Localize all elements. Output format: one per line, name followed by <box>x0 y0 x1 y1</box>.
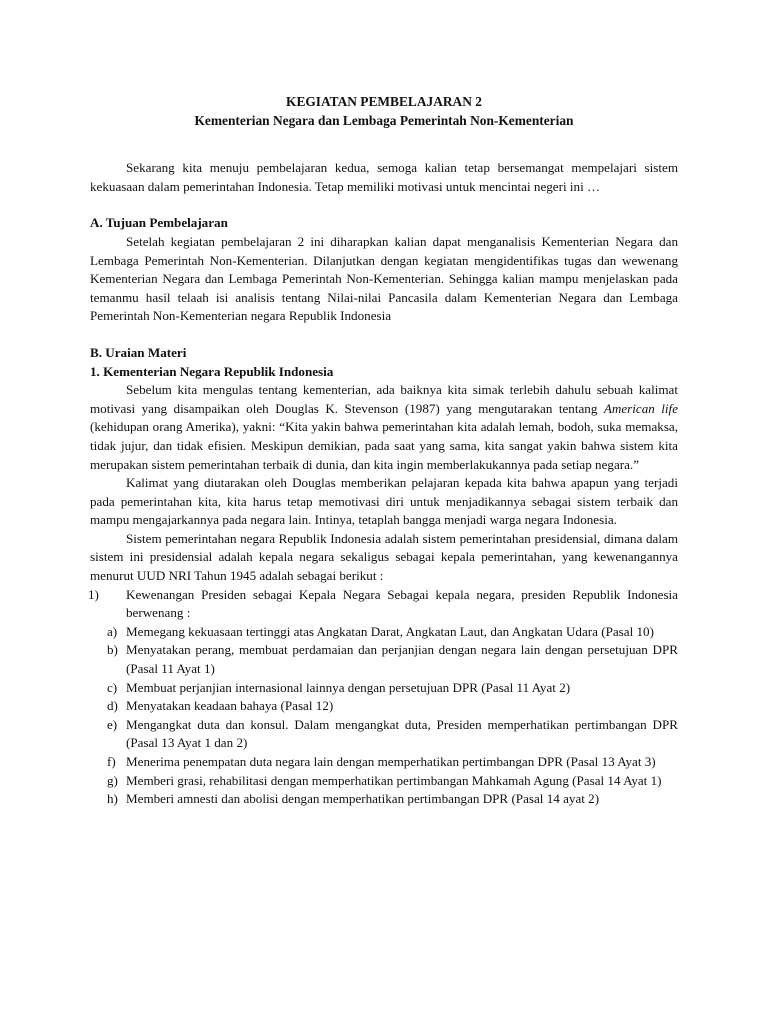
sub-list-text: Memegang kekuasaan tertinggi atas Angkatan Darat, Angkatan Laut, dan Angkatan Udara (Pasal 10) <box>126 623 654 639</box>
intro-paragraph: Sekarang kita menuju pembelajaran kedua, semoga kalian tetap bersemangat mempelajari sistem kekuasaan dalam pemerintahan Indonesia. Tetap memiliki motivasi untuk mencintai negeri ini … <box>90 160 678 194</box>
sub-list-text: Menyatakan keadaan bahaya (Pasal 12) <box>126 698 334 714</box>
sub-list-item <box>107 753 678 772</box>
sub-list-letter: b) <box>107 642 118 658</box>
section-b-paragraph-3: Sistem pemerintahan negara Republik Indonesia adalah sistem pemerintahan presidensial, dimana dalam sistem ini presidensial adalah kepala negara sekaligus sebagai kepala pemerintahan, yang kewenangannya menurut UUD NRI Tahun 1945 adalah sebagai berikut : <box>90 530 678 584</box>
paragraph-1-italic-term: American life <box>603 400 679 416</box>
sub-list-text: Mengangkat duta dan konsul. Dalam mengangkat duta, Presiden memperhatikan pertimbangan DPR (Pasal 13 Ayat 1 dan 2) <box>126 716 678 751</box>
sub-list-item <box>107 697 678 716</box>
sub-list-item <box>107 641 678 678</box>
paragraph-1-text-after: (kehidupan orang Amerika), yakni: “Kita yakin bahwa pemerintahan kita adalah lemah, bodoh, suka memaksa, tidak jujur, dan tidak efisien. Meskipun demikian, pada saat yang sama, kita sangat yakin bahwa sistem kita merupakan sistem pemerintahan terbaik di dunia, dan kita ingin memberlakukannya pada setiap negara.” <box>90 419 678 472</box>
section-a-body: Setelah kegiatan pembelajaran 2 ini diharapkan kalian dapat menganalisis Kementerian Negara dan Lembaga Pemerintah Non-Kementerian. Dilanjutkan dengan kegiatan mengidentifikas tugas dan wewenang Kementerian Negara dan Lembaga Pemerintah Non-Kementerian. Sehingga kalian mampu menjelaskan pada temanmu hasil telaah isi analisis tentang Nilai-nilai Pancasila dalam Kementerian Negara dan Lembaga Pemerintah Non-Kementerian negara Republik Indonesia <box>90 233 678 324</box>
section-b-paragraph-1 <box>90 381 678 474</box>
sub-list-text: Menerima penempatan duta negara lain dengan memperhatikan pertimbangan DPR (Pasal 13 Ayat 3) <box>126 754 656 769</box>
section-a <box>90 214 678 326</box>
sub-list-letter: f) <box>107 754 116 769</box>
sub-list-letter: c) <box>107 679 118 695</box>
sub-list-letter: g) <box>107 772 118 788</box>
authority-list <box>90 586 678 809</box>
sub-list-text: Menyatakan perang, membuat perdamaian dan perjanjian dengan negara lain dengan persetujuan DPR (Pasal 11 Ayat 1) <box>126 642 678 677</box>
sub-list-letter: e) <box>107 716 118 732</box>
section-b-heading: B. Uraian Materi <box>90 344 187 360</box>
sub-list-letter: a) <box>107 623 118 639</box>
list-item-text: Kewenangan Presiden sebagai Kepala Negara Sebagai kepala negara, presiden Republik Indonesia berwenang : <box>126 586 678 621</box>
section-b <box>90 344 678 809</box>
list-item <box>90 586 678 809</box>
sub-list-text: Memberi grasi, rehabilitasi dengan memperhatikan pertimbangan Mahkamah Agung (Pasal 14 Ayat 1) <box>126 772 662 788</box>
sub-list-item <box>107 623 678 642</box>
sub-list-letter: d) <box>107 698 118 714</box>
sub-list <box>107 623 678 809</box>
document-subtitle: Kementerian Negara dan Lembaga Pemerintah Non-Kementerian <box>194 112 574 128</box>
list-item-number: 1) <box>88 586 99 602</box>
sub-list-letter: h) <box>107 791 118 807</box>
paragraph-1-text-before: Sebelum kita mengulas tentang kementerian, ada baiknya kita simak terlebih dahulu sebuah kalimat motivasi yang disampaikan oleh Douglas K. Stevenson (1987) yang mengutarakan tentang <box>90 382 678 416</box>
sub-list-item <box>107 716 678 753</box>
sub-list-text: Memberi amnesti dan abolisi dengan memperhatikan pertimbangan DPR (Pasal 14 ayat 2) <box>126 791 600 807</box>
section-b-subheading: 1. Kementerian Negara Republik Indonesia <box>90 363 334 379</box>
sub-list-item <box>107 772 678 791</box>
sub-list-item <box>107 679 678 698</box>
sub-list-text: Membuat perjanjian internasional lainnya dengan persetujuan DPR (Pasal 11 Ayat 2) <box>126 679 571 695</box>
sub-list-item <box>107 790 678 809</box>
section-a-heading: A. Tujuan Pembelajaran <box>90 215 228 231</box>
document-title: KEGIATAN PEMBELAJARAN 2 <box>286 94 482 109</box>
section-b-paragraph-2: Kalimat yang diutarakan oleh Douglas memberikan pelajaran kepada kita bahwa apapun yang terjadi pada pemerintahan kita, kita harus tetap memotivasi diri untuk menjadikannya sebagai sistem terbaik dan mampu mengajarkannya pada negara lain. Intinya, tetaplah bangga menjadi warga negara Indonesia. <box>90 475 678 528</box>
